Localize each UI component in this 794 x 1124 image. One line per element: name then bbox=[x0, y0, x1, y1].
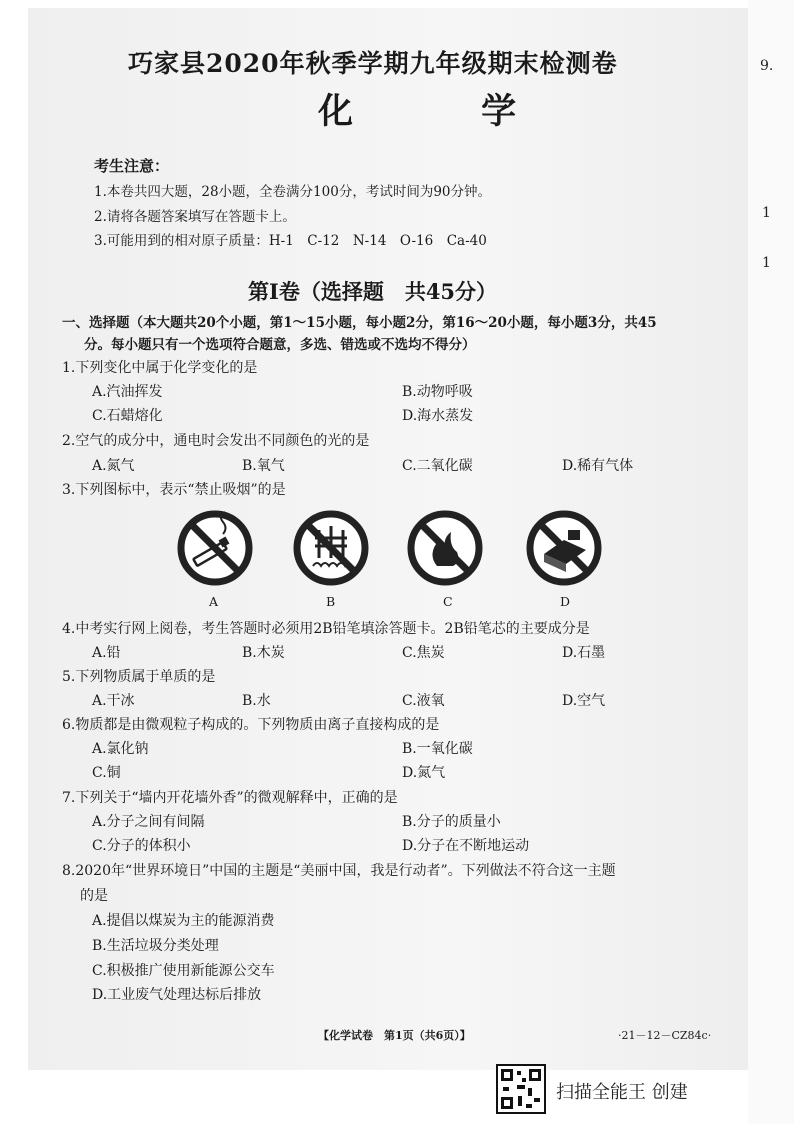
option: A.干冰 bbox=[92, 693, 135, 709]
subject-title: 化 学 bbox=[318, 91, 575, 132]
option: A.分子之间有间隔 bbox=[92, 814, 205, 830]
option: B.动物呼吸 bbox=[402, 384, 473, 400]
question-stem: 7.下列关于“墙内开花墙外香”的微观解释中，正确的是 bbox=[62, 790, 398, 806]
page-edge bbox=[748, 0, 794, 1124]
option: B.木炭 bbox=[242, 645, 285, 661]
option: D.分子在不断地运动 bbox=[402, 838, 530, 854]
section-title: 第Ⅰ卷（选择题 共45分） bbox=[248, 279, 498, 304]
option: A.氮气 bbox=[92, 458, 135, 474]
no-burning-icon bbox=[291, 508, 371, 588]
option: C.石蜡熔化 bbox=[92, 408, 163, 424]
option: B.生活垃圾分类处理 bbox=[92, 938, 219, 954]
edge-mark: 1 bbox=[762, 205, 771, 221]
question-stem: 的是 bbox=[80, 888, 108, 904]
option: C.二氧化碳 bbox=[402, 458, 473, 474]
qr-code-icon bbox=[496, 1064, 546, 1114]
edge-mark: 1 bbox=[762, 255, 771, 271]
no-fireworks-icon bbox=[524, 508, 604, 588]
notice-heading: 考生注意： bbox=[94, 157, 170, 175]
option: D.海水蒸发 bbox=[402, 408, 474, 424]
option: D.空气 bbox=[562, 693, 606, 709]
notice-item: 2.请将各题答案填写在答题卡上。 bbox=[94, 209, 296, 225]
no-open-flame-icon bbox=[405, 508, 485, 588]
question-stem: 6.物质都是由微观粒子构成的。下列物质由离子直接构成的是 bbox=[62, 717, 440, 733]
scanner-watermark: 扫描全能王 创建 bbox=[556, 1082, 688, 1103]
page-footer: 【化学试卷 第1页（共6页）】 bbox=[318, 1029, 471, 1042]
question-stem: 8.2020年“世界环境日”中国的主题是“美丽中国，我是行动者”。下列做法不符合这一主题 bbox=[62, 863, 616, 879]
notice-item: 3.可能用到的相对原子质量：H-1 C-12 N-14 O-16 Ca-40 bbox=[94, 233, 487, 249]
icon-label: B bbox=[326, 594, 336, 609]
question-stem: 4.中考实行网上阅卷，考生答题时必须用2B铅笔填涂答题卡。2B铅笔芯的主要成分是 bbox=[62, 621, 590, 637]
option: D.氮气 bbox=[402, 765, 446, 781]
option: B.水 bbox=[242, 693, 271, 709]
section-instructions: 一、选择题（本大题共20个小题，第1～15小题，每小题2分，第16～20小题，每小题3分，共45 bbox=[62, 315, 657, 331]
option: D.工业废气处理达标后排放 bbox=[92, 987, 262, 1003]
option: A.汽油挥发 bbox=[92, 384, 163, 400]
question-stem: 5.下列物质属于单质的是 bbox=[62, 669, 216, 685]
option: B.分子的质量小 bbox=[402, 814, 501, 830]
option: A.铅 bbox=[92, 645, 121, 661]
option: C.液氧 bbox=[402, 693, 445, 709]
icon-label: C bbox=[443, 594, 453, 609]
edge-mark: 9. bbox=[760, 58, 774, 74]
no-smoking-icon bbox=[175, 508, 255, 588]
option: A.氯化钠 bbox=[92, 741, 149, 757]
option: C.铜 bbox=[92, 765, 121, 781]
question-stem: 1.下列变化中属于化学变化的是 bbox=[62, 360, 258, 376]
option: C.积极推广使用新能源公交车 bbox=[92, 963, 275, 979]
option: D.石墨 bbox=[562, 645, 606, 661]
option: B.一氧化碳 bbox=[402, 741, 473, 757]
option: C.分子的体积小 bbox=[92, 838, 191, 854]
option: D.稀有气体 bbox=[562, 458, 634, 474]
question-stem: 2.空气的成分中，通电时会发出不同颜色的光的是 bbox=[62, 433, 370, 449]
exam-title: 巧家县2020年秋季学期九年级期末检测卷 bbox=[128, 49, 618, 78]
question-stem: 3.下列图标中，表示“禁止吸烟”的是 bbox=[62, 482, 286, 498]
exam-code: ·21－12－CZ84c· bbox=[618, 1029, 712, 1042]
option: A.提倡以煤炭为主的能源消费 bbox=[92, 913, 275, 929]
option: C.焦炭 bbox=[402, 645, 445, 661]
section-instructions: 分。每小题只有一个选项符合题意，多选、错选或不选均不得分） bbox=[84, 337, 476, 353]
icon-label: D bbox=[560, 594, 571, 609]
notice-item: 1.本卷共四大题，28小题，全卷满分100分，考试时间为90分钟。 bbox=[94, 184, 492, 200]
icon-label: A bbox=[209, 594, 219, 609]
option: B.氧气 bbox=[242, 458, 285, 474]
